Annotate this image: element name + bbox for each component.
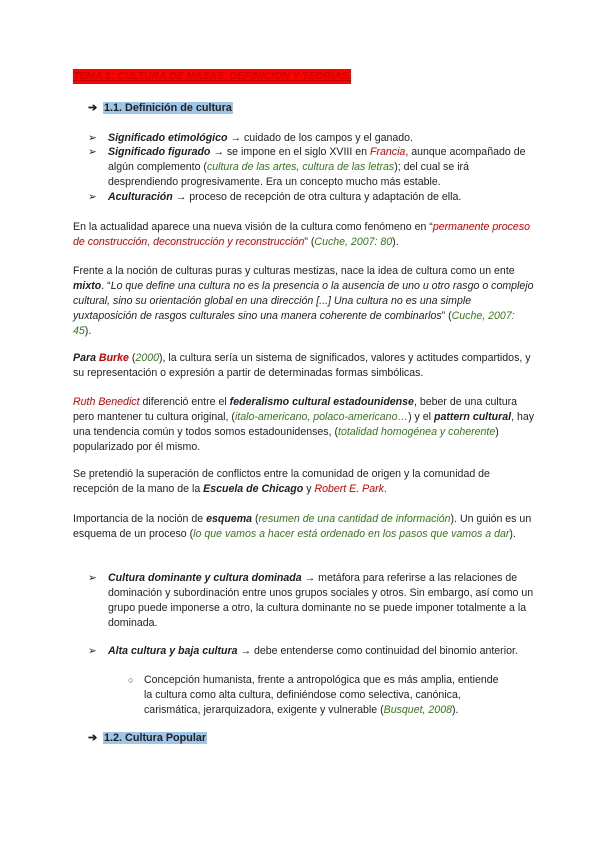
text: , hay una tendencia común y todos somos estadounidenses, ( — [73, 411, 535, 438]
text: ) popularizado por él mismo. — [73, 426, 499, 453]
text: ). — [451, 704, 459, 716]
circle-bullet-icon: ○ — [128, 675, 134, 685]
section-heading-1 — [88, 101, 233, 116]
text: Frente a la noción de culturas puras y culturas mestizas, nace la idea de cultura como un ente — [73, 265, 515, 277]
document-title — [73, 69, 351, 84]
text: ). — [392, 236, 399, 248]
keyword: Para — [73, 352, 99, 364]
keyword: Escuela de Chicago — [203, 483, 304, 495]
term: Significado etimológico — [108, 132, 228, 144]
arrowhead-bullet-icon: ➢ — [88, 572, 97, 584]
paragraph — [73, 351, 535, 381]
example: lo que vamos a hacer está ordenado en los pasos que vamos a dar — [193, 528, 510, 540]
text: ). — [84, 325, 92, 337]
text: → se impone en el siglo XVIII en — [210, 146, 370, 158]
section-heading-2 — [88, 731, 207, 746]
term: Cultura dominante y cultura dominada — [108, 572, 302, 584]
keyword: esquema — [206, 513, 253, 525]
citation: 2000 — [135, 352, 160, 364]
heading-text: 1.2. Cultura Popular — [104, 732, 207, 744]
text: . — [383, 483, 387, 495]
definition: → debe entenderse como continuidad del binomio anterior. — [237, 645, 518, 657]
citation: Cuche, 2007: 45 — [73, 310, 515, 337]
paragraph — [73, 467, 535, 497]
arrowhead-bullet-icon: ➢ — [88, 191, 97, 203]
text: ( — [128, 352, 136, 364]
quote: permanente proceso de construcción, deconstrucción y reconstrucción — [73, 221, 531, 248]
text: , beber de una cultura pero mantener tu cultura original, ( — [73, 396, 518, 423]
text: ); del cual se irá desprendiendo progresivamente. Era un concepto mucho más estable. — [108, 161, 469, 188]
citation: Cuche, 2007: 80 — [314, 236, 393, 248]
keyword: pattern cultural — [433, 411, 512, 423]
paragraph — [73, 395, 535, 455]
example: totalidad homogénea y coherente — [338, 426, 496, 438]
text: . “ — [101, 280, 111, 292]
reference: Francia — [370, 146, 406, 158]
term: Alta cultura y baja cultura — [108, 645, 238, 657]
text: Se pretendió la superación de conflictos entre la comunidad de origen y la comunidad de recepción de la mano de la — [73, 468, 490, 495]
arrowhead-bullet-icon: ➢ — [88, 645, 97, 657]
title-text: TEMA 1: CULTURA DE MASAS. DEFINICIÓN Y TEORÍAS. — [73, 71, 352, 82]
arrowhead-bullet-icon: ➢ — [88, 132, 97, 144]
text: En la actualidad aparece una nueva visión de la cultura como fenómeno en “ — [73, 221, 433, 233]
text: y — [303, 483, 315, 495]
heading-text: 1.1. Definición de cultura — [104, 102, 232, 114]
arrow-icon: ➔ — [88, 732, 98, 744]
bullet-item — [88, 145, 534, 190]
paragraph — [73, 220, 535, 250]
sub-bullet-item — [128, 673, 508, 718]
author: Burke — [98, 352, 129, 364]
text: ” ( — [304, 236, 315, 248]
citation: Busquet, 2008 — [383, 704, 452, 716]
keyword: mixto — [73, 280, 102, 292]
term: Aculturación — [108, 191, 173, 203]
bullet-item — [88, 571, 534, 631]
author: Robert E. Park — [314, 483, 384, 495]
definition: → proceso de recepción de otra cultura y adaptación de ella. — [172, 191, 462, 203]
example: resumen de una cantidad de información — [258, 513, 451, 525]
paragraph — [73, 264, 535, 339]
definition: → cuidado de los campos y el ganado. — [227, 132, 413, 144]
bullet-item — [88, 131, 534, 146]
example: italo-americano, polaco-americano… — [234, 411, 409, 423]
arrow-icon: ➔ — [88, 102, 98, 114]
text: Importancia de la noción de — [73, 513, 207, 525]
text: ( — [252, 513, 259, 525]
term: Significado figurado — [108, 146, 211, 158]
text: diferenció entre el — [139, 396, 230, 408]
text: ) y el — [408, 411, 434, 423]
text: Concepción humanista, frente a antropológica que es más amplia, entiende la cultura como alta cultura, definiéndose como selectiva, canónica, carismática, jerarquizadora, exigente y vulnerable ( — [144, 674, 499, 716]
bullet-item — [88, 190, 534, 205]
author: Ruth Benedict — [73, 396, 140, 408]
text: , aunque acompañado de algún complemento ( — [108, 146, 526, 173]
text: ), la cultura sería un sistema de significados, valores y actitudes compartidos, y su representación o expresión a partir de determinadas formas simbólicas. — [73, 352, 531, 379]
bullet-item — [88, 644, 534, 659]
keyword: federalismo cultural estadounidense — [229, 396, 414, 408]
arrowhead-bullet-icon: ➢ — [88, 146, 97, 158]
text: ” ( — [441, 310, 452, 322]
quote: Lo que define una cultura no es la presencia o la ausencia de uno u otro rasgo o complejo cultural, sino su orientación global en una dirección [...] Una cultura no es una simple yuxtaposición de rasgos culturales sino una manera coherente de combinarlos — [73, 280, 534, 322]
text: ). — [509, 528, 516, 540]
paragraph — [73, 512, 535, 542]
text: ). Un guión es un esquema de un proceso ( — [73, 513, 532, 540]
definition: → metáfora para referirse a las relaciones de dominación y subordinación entre unos grupos sociales y otros. Sin embargo, así como un grupo puede imponerse a otro, la cultura dominante no se puede imponer totalmente a la dominada. — [108, 572, 534, 629]
example: cultura de las artes, cultura de las letras — [206, 161, 395, 173]
